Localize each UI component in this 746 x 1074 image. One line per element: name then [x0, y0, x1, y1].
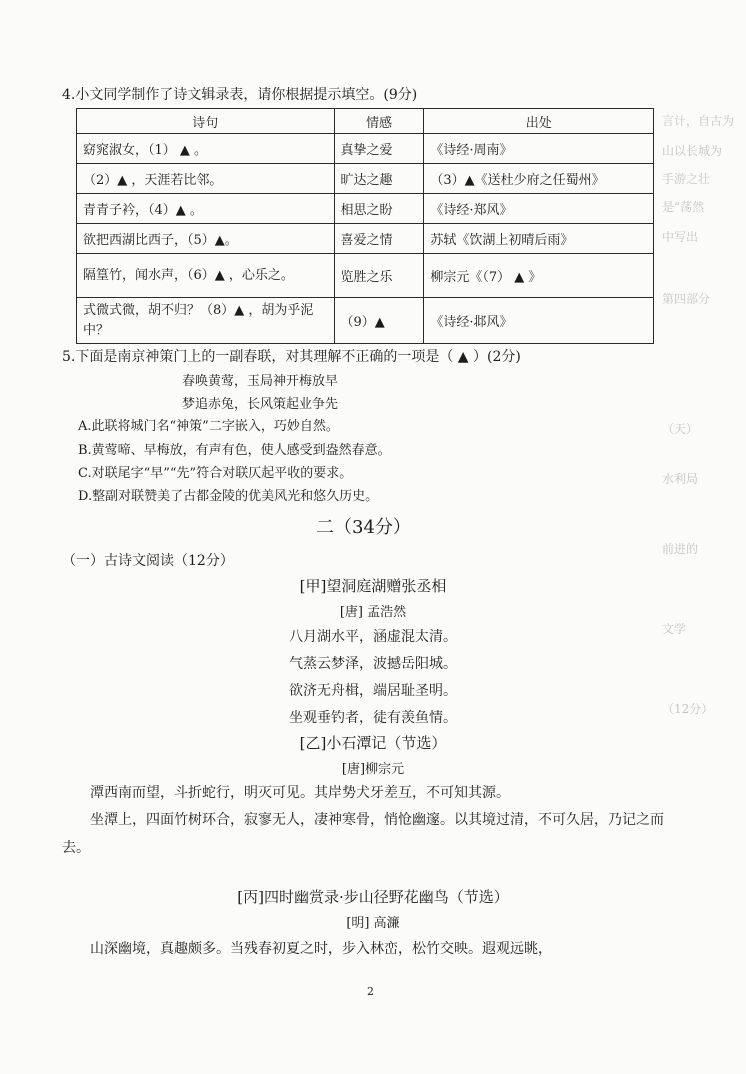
- bing-author: [明] 高濂: [346, 916, 400, 931]
- table-row: [77, 164, 654, 194]
- subsection-title: （一）古诗文阅读（12分）: [62, 553, 234, 569]
- header-emotion: 情感: [334, 109, 424, 134]
- bleed-through-text: 文学: [662, 622, 687, 636]
- source-cell: 《诗经·邶风》: [424, 298, 654, 344]
- bleed-through-text: 水利局: [662, 472, 699, 486]
- option-a: A.此联将城门名“神策”二字嵌入，巧妙自然。: [78, 419, 339, 434]
- jia-line-3: 欲济无舟楫，端居耻圣明。: [289, 683, 457, 699]
- verse-cell: 欲把西湖比西子，（5）▲。: [77, 224, 335, 254]
- couplet-line-1: 春唤黄莺，玉局神开梅放早: [182, 374, 339, 389]
- jia-line-4: 坐观垂钓者，徒有羡鱼情。: [289, 710, 457, 726]
- verse-cell: 青青子衿，（4）▲ 。: [77, 194, 335, 224]
- page-number: 2: [367, 985, 374, 998]
- poetry-record-table: [76, 108, 654, 344]
- emotion-cell: 喜爱之情: [334, 224, 424, 254]
- yi-title: [乙]小石潭记（节选）: [299, 734, 447, 752]
- bleed-through-text: 第四部分: [662, 292, 711, 306]
- header-verse: 诗句: [77, 109, 335, 134]
- table-header-row: [77, 109, 654, 134]
- option-c: C.对联尾字“早”“先”符合对联仄起平收的要求。: [78, 466, 353, 481]
- verse-cell: 隔篁竹，闻水声，（6）▲ ，心乐之。: [77, 254, 335, 298]
- table-row: [77, 194, 654, 224]
- emotion-cell: 相思之盼: [334, 194, 424, 224]
- table-row: [77, 134, 654, 164]
- jia-title: [甲]望洞庭湖赠张丞相: [299, 577, 447, 595]
- bleed-through-text: 是“荡然: [662, 200, 705, 214]
- jia-line-1: 八月湖水平，涵虚混太清。: [289, 629, 457, 645]
- bleed-through-text: 言计，自古为: [662, 114, 735, 128]
- bleed-through-text: 手游之壮: [662, 172, 711, 186]
- source-cell: （3）▲《送杜少府之任蜀州》: [424, 164, 654, 194]
- emotion-cell: 览胜之乐: [334, 254, 424, 298]
- yi-paragraph-1: 潭西南而望，斗折蛇行，明灭可见。其岸势犬牙差互，不可知其源。: [90, 785, 510, 801]
- bleed-through-text: （天）: [662, 422, 699, 436]
- table-row: [77, 298, 654, 344]
- jia-line-2: 气蒸云梦泽，波撼岳阳城。: [289, 656, 457, 672]
- source-cell: 《诗经·郑风》: [424, 194, 654, 224]
- yi-paragraph-2: 坐潭上，四面竹树环合，寂寥无人，凄神寒骨，悄怆幽邃。以其境过清，不可久居，乃记之而去。: [62, 812, 664, 856]
- bing-title: [丙]四时幽赏录·步山径野花幽鸟（节选）: [237, 888, 509, 906]
- couplet-line-2: 梦追赤兔，长风策起业争先: [182, 397, 339, 412]
- q4-prompt: 4.小文同学制作了诗文辑录表，请你根据提示填空。(9分): [62, 87, 418, 103]
- bing-paragraph-1: 山深幽境，真趣颇多。当残春初夏之时，步入林峦，松竹交映。遐观远眺，: [90, 941, 552, 957]
- bleed-through-text: 山以长城为: [662, 144, 723, 158]
- emotion-cell: 旷达之趣: [334, 164, 424, 194]
- q5-prompt: 5.下面是南京神策门上的一副春联，对其理解不正确的一项是（ ▲ ）(2分): [62, 349, 521, 365]
- bleed-through-text: 中写出: [662, 230, 699, 244]
- yi-author: [唐]柳宗元: [341, 762, 405, 777]
- emotion-cell: （9）▲: [334, 298, 424, 344]
- source-cell: 柳宗元《（7） ▲ 》: [424, 254, 654, 298]
- source-cell: 苏轼《饮湖上初晴后雨》: [424, 224, 654, 254]
- header-source: 出处: [424, 109, 654, 134]
- table-row: [77, 254, 654, 298]
- option-b: B.黄莺啼、早梅放，有声有色，使人感受到盎然春意。: [78, 443, 391, 458]
- verse-cell: （2）▲ ，天涯若比邻。: [77, 164, 335, 194]
- bleed-through-text: （12分）: [662, 702, 714, 716]
- emotion-cell: 真挚之爱: [334, 134, 424, 164]
- option-d: D.整副对联赞美了古都金陵的优美风光和悠久历史。: [78, 489, 379, 504]
- verse-cell: 式微式微，胡不归？（8）▲ ，胡为乎泥中？: [77, 298, 335, 344]
- table-row: [77, 224, 654, 254]
- verse-cell: 窈窕淑女，（1） ▲ 。: [77, 134, 335, 164]
- section-title: 二（34分）: [316, 517, 411, 538]
- source-cell: 《诗经·周南》: [424, 134, 654, 164]
- jia-author: [唐] 孟浩然: [339, 605, 407, 620]
- bleed-through-text: 前进的: [662, 542, 699, 556]
